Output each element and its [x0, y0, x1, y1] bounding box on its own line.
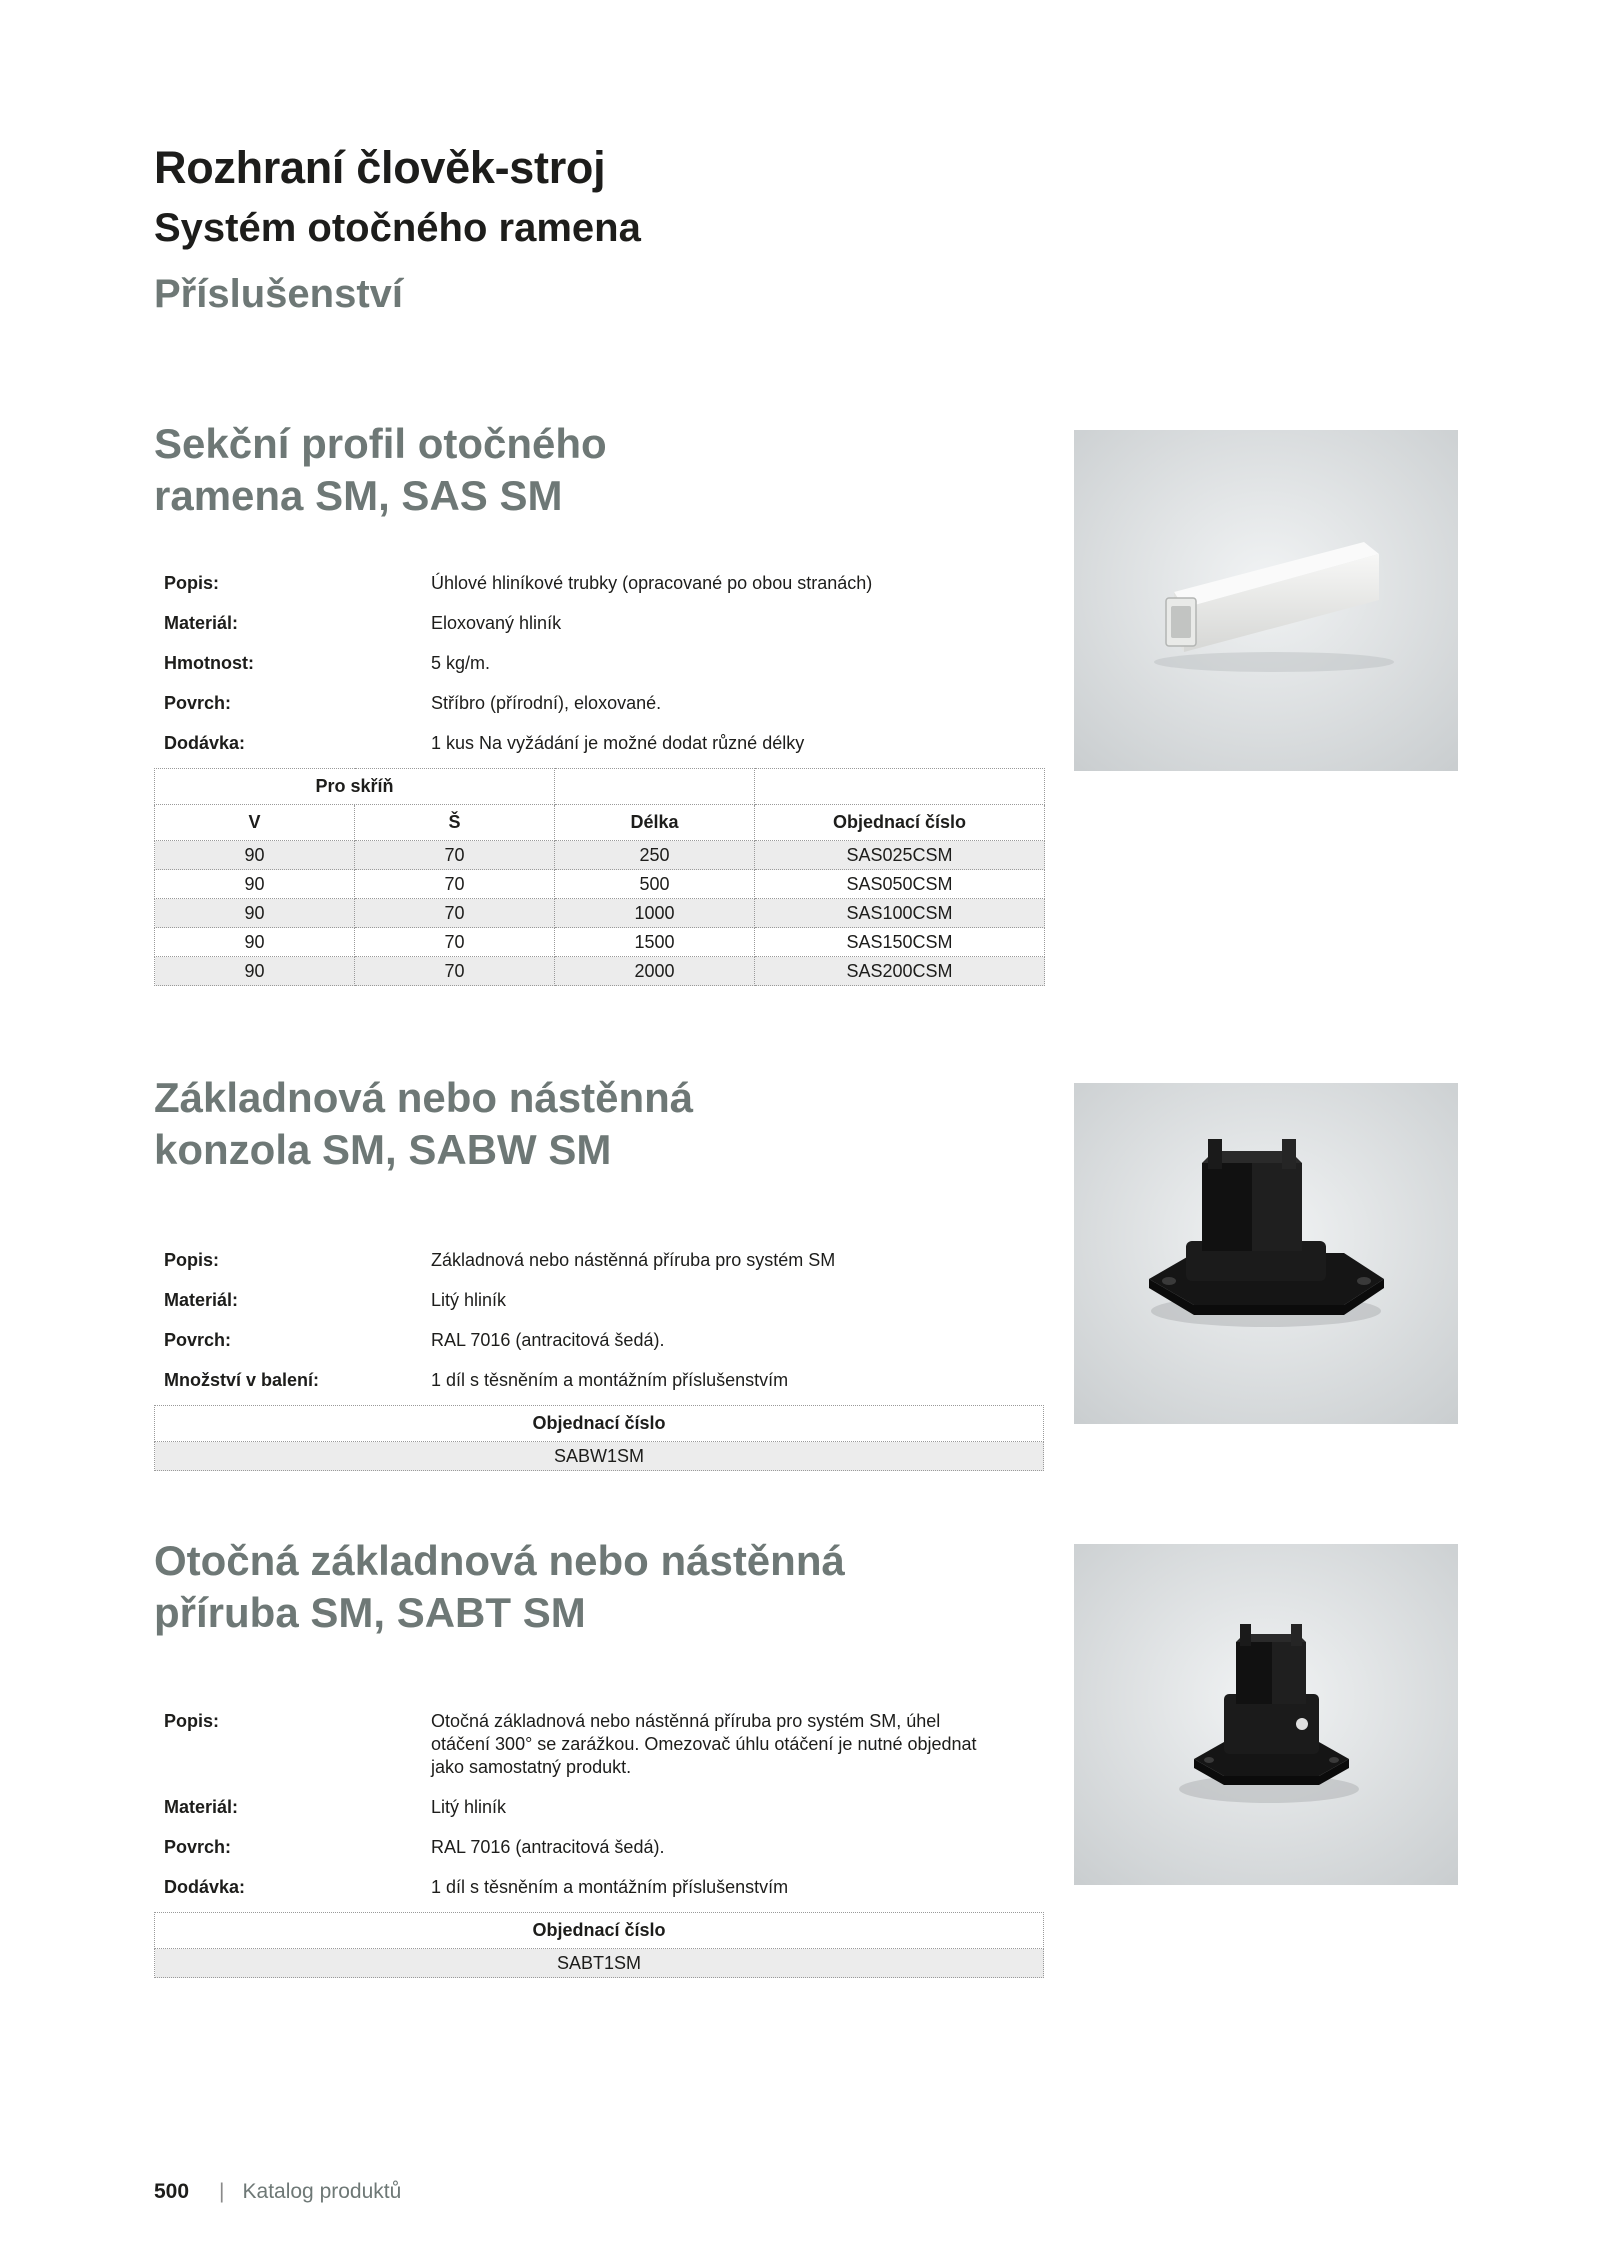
- table-cell: [555, 769, 755, 805]
- table-cell: 90: [155, 928, 355, 957]
- spec-value: RAL 7016 (antracitová šedá).: [431, 1330, 665, 1350]
- column-header: Objednací číslo: [155, 1913, 1044, 1949]
- product-title-sas: [154, 418, 954, 522]
- spec-label: Hmotnost:: [164, 653, 254, 673]
- table-cell: 2000: [555, 957, 755, 986]
- group-header-cell: Pro skříň: [155, 769, 555, 805]
- aluminium-profile-image: [1074, 430, 1458, 771]
- spec-row: [154, 1329, 1044, 1352]
- spec-value: Litý hliník: [431, 1290, 507, 1310]
- table-cell: 90: [155, 870, 355, 899]
- column-header: Délka: [555, 805, 755, 841]
- product-title-line: konzola SM, SABW SM: [154, 1126, 612, 1173]
- spec-value: Eloxovaný hliník: [431, 613, 562, 633]
- table-cell: SAS050CSM: [755, 870, 1045, 899]
- table-cell: SABT1SM: [155, 1949, 1044, 1978]
- spec-row: [154, 692, 1044, 715]
- spec-row: [154, 1876, 1044, 1899]
- spec-row: [154, 1836, 1044, 1859]
- table-row: [155, 957, 1045, 986]
- spec-label: Množství v balení:: [164, 1370, 320, 1390]
- spec-label: Dodávka:: [164, 733, 246, 753]
- spec-label: Materiál:: [164, 1290, 239, 1310]
- page-subtitle: Systém otočného ramena: [154, 206, 641, 250]
- spec-value: RAL 7016 (antracitová šedá).: [431, 1837, 665, 1857]
- table-cell: 90: [155, 957, 355, 986]
- table-header-row: [155, 1913, 1044, 1949]
- product-title-line: Základnová nebo nástěnná: [154, 1074, 694, 1121]
- spec-label: Povrch:: [164, 1837, 232, 1857]
- spec-row: [154, 1289, 1044, 1312]
- spec-row: [154, 1369, 1044, 1392]
- spec-value: Otočná základnová nebo nástěnná příruba pro systém SM, úhel otáčení 300° se zarážkou. Omezovač úhlu otáčení je nutné objednat jako samostatný produkt.: [431, 1711, 977, 1777]
- spec-list-sabw: [154, 1249, 1044, 1409]
- spec-value: 5 kg/m.: [431, 653, 491, 673]
- product-photo-sabt: [1074, 1544, 1458, 1885]
- spec-label: Dodávka:: [164, 1877, 246, 1897]
- spec-label: Popis:: [164, 1711, 220, 1731]
- order-table-sas: [154, 768, 1045, 986]
- column-header: Objednací číslo: [755, 805, 1045, 841]
- spec-row: [154, 612, 1044, 635]
- column-header: Objednací číslo: [155, 1406, 1044, 1442]
- table-group-header-row: [155, 769, 1045, 805]
- spec-value: Litý hliník: [431, 1797, 507, 1817]
- table-cell: 90: [155, 899, 355, 928]
- table-cell: SAS025CSM: [755, 841, 1045, 870]
- table-cell: 1500: [555, 928, 755, 957]
- table-cell: 70: [355, 841, 555, 870]
- product-title-line: Otočná základnová nebo nástěnná: [154, 1537, 845, 1584]
- spec-row: [154, 1796, 1044, 1819]
- order-table-sabw: [154, 1405, 1044, 1471]
- page-footer: [154, 2180, 401, 2204]
- table-cell: 70: [355, 928, 555, 957]
- table-cell: 70: [355, 870, 555, 899]
- spec-value: Základnová nebo nástěnná příruba pro systém SM: [431, 1250, 836, 1270]
- spec-label: Popis:: [164, 573, 220, 593]
- spec-row: [154, 1249, 1044, 1272]
- table-cell: SAS200CSM: [755, 957, 1045, 986]
- product-title-line: příruba SM, SABT SM: [154, 1589, 586, 1636]
- spec-label: Materiál:: [164, 613, 239, 633]
- spec-row: [154, 1710, 1044, 1779]
- spec-label: Povrch:: [164, 1330, 232, 1350]
- table-cell: 70: [355, 899, 555, 928]
- table-cell: 70: [355, 957, 555, 986]
- table-cell: 1000: [555, 899, 755, 928]
- product-title-sabw: [154, 1072, 954, 1176]
- spec-value: 1 kus Na vyžádání je možné dodat různé délky: [431, 733, 805, 753]
- spec-value: 1 díl s těsněním a montážním příslušenstvím: [431, 1370, 789, 1390]
- table-header-row: [155, 805, 1045, 841]
- table-header-row: [155, 1406, 1044, 1442]
- spec-value: 1 díl s těsněním a montážním příslušenstvím: [431, 1877, 789, 1897]
- table-row: [155, 870, 1045, 899]
- spec-list-sas: [154, 572, 1044, 772]
- order-table-sabt: [154, 1912, 1044, 1978]
- footer-separator: |: [219, 2180, 225, 2203]
- table-cell: SABW1SM: [155, 1442, 1044, 1471]
- product-title-line: ramena SM, SAS SM: [154, 472, 563, 519]
- spec-list-sabt: [154, 1710, 1044, 1916]
- column-header: V: [155, 805, 355, 841]
- product-title-line: Sekční profil otočného: [154, 420, 607, 467]
- page-number: 500: [154, 2180, 190, 2203]
- spec-label: Povrch:: [164, 693, 232, 713]
- table-cell: SAS100CSM: [755, 899, 1045, 928]
- table-cell: 90: [155, 841, 355, 870]
- section-title: Příslušenství: [154, 272, 404, 316]
- table-cell: [755, 769, 1045, 805]
- table-cell: SAS150CSM: [755, 928, 1045, 957]
- table-row: [155, 1949, 1044, 1978]
- spec-row: [154, 572, 1044, 595]
- spec-row: [154, 652, 1044, 675]
- spec-label: Materiál:: [164, 1797, 239, 1817]
- page-title: Rozhraní člověk-stroj: [154, 142, 606, 193]
- table-cell: 250: [555, 841, 755, 870]
- wall-bracket-image: [1074, 1083, 1458, 1424]
- spec-value: Stříbro (přírodní), eloxované.: [431, 693, 662, 713]
- table-row: [155, 1442, 1044, 1471]
- swivel-flange-image: [1074, 1544, 1458, 1885]
- spec-value: Úhlové hliníkové trubky (opracované po obou stranách): [431, 573, 873, 593]
- column-header: Š: [355, 805, 555, 841]
- table-row: [155, 928, 1045, 957]
- product-photo-sas: [1074, 430, 1458, 771]
- table-cell: 500: [555, 870, 755, 899]
- catalog-label: Katalog produktů: [242, 2180, 402, 2203]
- product-title-sabt: [154, 1535, 954, 1639]
- spec-row: [154, 732, 1044, 755]
- product-photo-sabw: [1074, 1083, 1458, 1424]
- table-row: [155, 899, 1045, 928]
- table-row: [155, 841, 1045, 870]
- spec-label: Popis:: [164, 1250, 220, 1270]
